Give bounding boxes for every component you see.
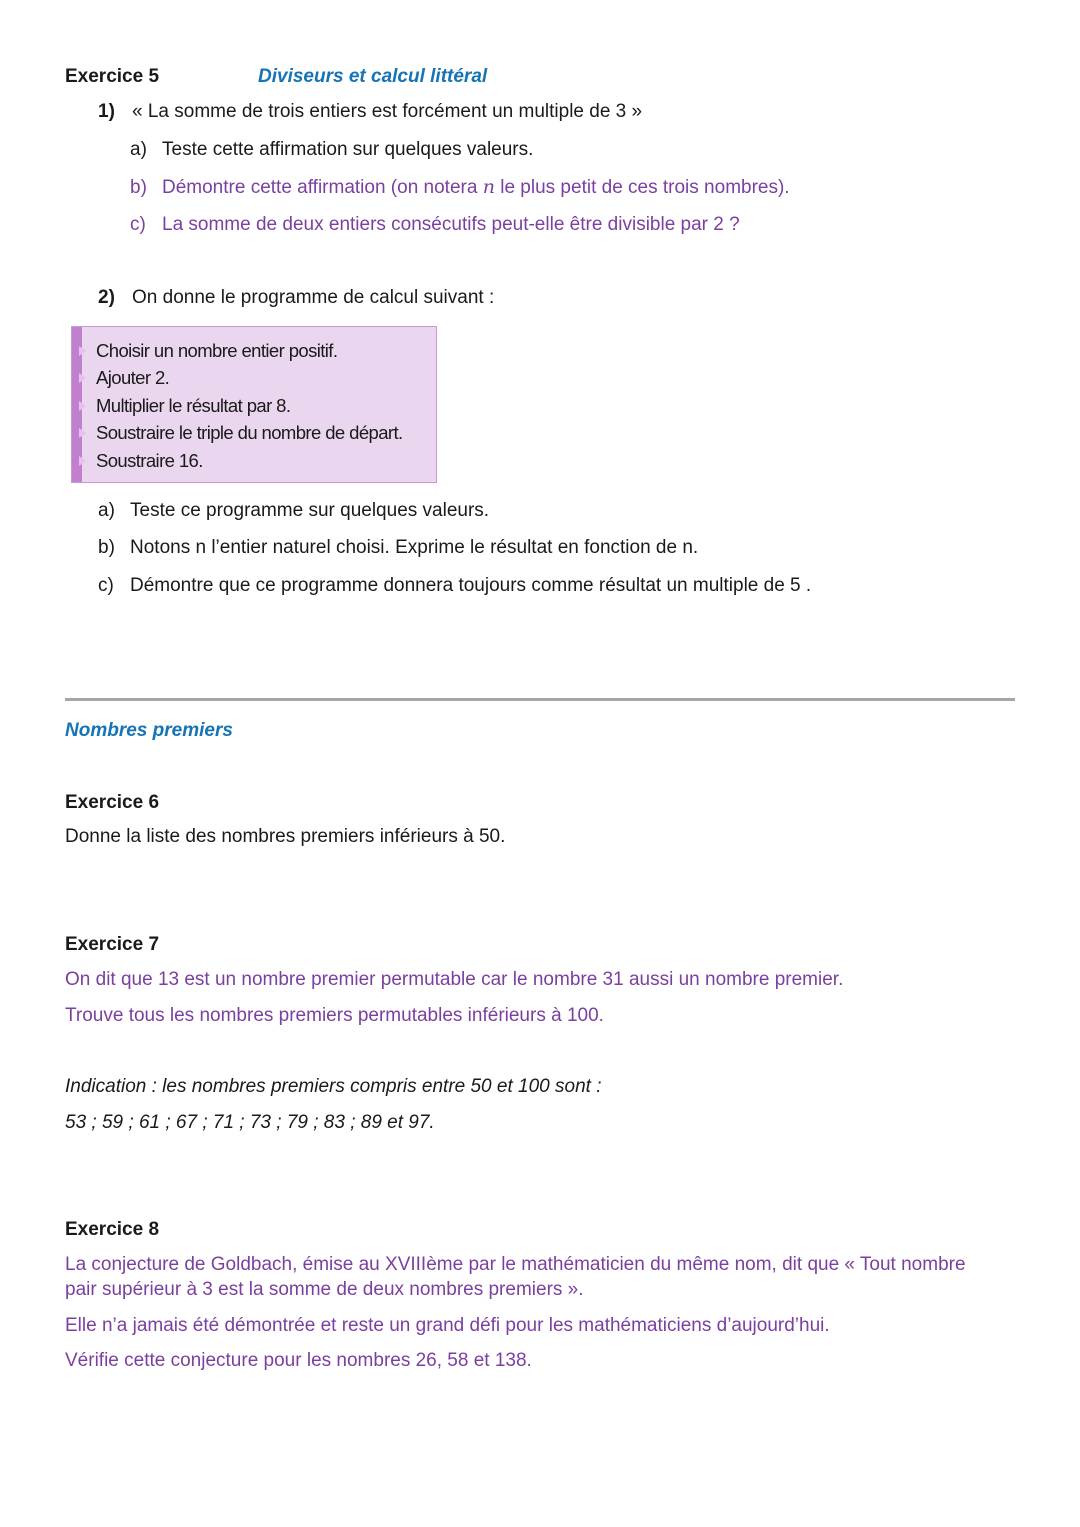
question-1c-label: c) (130, 214, 146, 235)
exercise-8-title: Exercice 8 (65, 1219, 160, 1240)
calculation-program-box (71, 326, 437, 483)
question-1b (130, 175, 790, 200)
exercise-5-title: Exercice 5 (65, 66, 160, 87)
arrow-bullet-icon (79, 428, 86, 438)
question-2a (98, 499, 489, 523)
exercise-8-line-1a: La conjecture de Goldbach, émise au XVIIIème par le mathématicien du même nom, dit que « Tout nombre (65, 1254, 966, 1275)
program-step: Multiplier le résultat par 8. (96, 395, 291, 416)
program-step: Choisir un nombre entier positif. (96, 340, 338, 361)
exercise-8-line-3: Vérifie cette conjecture pour les nombres 26, 58 et 138. (65, 1350, 532, 1371)
variable-n: n (482, 176, 495, 198)
exercise-7-title: Exercice 7 (65, 934, 160, 955)
question-2-number: 2) (98, 287, 115, 308)
question-1-text: « La somme de trois entiers est forcément un multiple de 3 » (132, 101, 643, 122)
program-step: Soustraire 16. (96, 450, 203, 471)
section-title: Nombres premiers (65, 720, 233, 741)
question-2b (98, 536, 698, 560)
exercise-6-text: Donne la liste des nombres premiers inférieurs à 50. (65, 826, 506, 847)
question-1b-label: b) (130, 177, 147, 198)
arrow-bullet-icon (79, 456, 86, 466)
question-2b-label: b) (98, 537, 115, 558)
question-1a-label: a) (130, 139, 147, 160)
question-1a-text: Teste cette affirmation sur quelques valeurs. (162, 139, 534, 160)
question-1b-text-post: le plus petit de ces trois nombres). (500, 177, 790, 198)
question-1 (98, 100, 642, 124)
question-1-number: 1) (98, 101, 115, 122)
question-2c (98, 574, 811, 598)
question-2 (98, 286, 494, 310)
arrow-bullet-icon (79, 373, 86, 383)
exercise-7-line-1: On dit que 13 est un nombre premier permutable car le nombre 31 aussi un nombre premier. (65, 969, 844, 990)
question-2a-label: a) (98, 500, 115, 521)
exercise-7-prime-list: 53 ; 59 ; 61 ; 67 ; 71 ; 73 ; 79 ; 83 ; 89 et 97. (65, 1112, 435, 1133)
arrow-bullet-icon (79, 346, 86, 356)
exercise-7-hint: Indication : les nombres premiers compris entre 50 et 100 sont : (65, 1076, 602, 1097)
exercise-6-title: Exercice 6 (65, 792, 160, 813)
program-step: Soustraire le triple du nombre de départ. (96, 422, 403, 443)
question-2b-text: Notons n l’entier naturel choisi. Exprime le résultat en fonction de n. (130, 537, 699, 558)
exercise-7-line-2: Trouve tous les nombres premiers permutables inférieurs à 100. (65, 1005, 604, 1026)
question-2c-text: Démontre que ce programme donnera toujours comme résultat un multiple de 5 . (130, 575, 812, 596)
question-2-text: On donne le programme de calcul suivant : (132, 287, 495, 308)
question-2c-label: c) (98, 575, 114, 596)
question-1c (130, 213, 740, 237)
exercise-8-line-2: Elle n’a jamais été démontrée et reste un grand défi pour les mathématiciens d’aujourd’hui. (65, 1315, 830, 1336)
question-2a-text: Teste ce programme sur quelques valeurs. (130, 500, 490, 521)
program-step: Ajouter 2. (96, 367, 170, 388)
question-1c-text: La somme de deux entiers consécutifs peut-elle être divisible par 2 ? (162, 214, 740, 235)
section-divider (65, 698, 1015, 701)
question-1b-text-pre: Démontre cette affirmation (on notera (162, 177, 478, 198)
exercise-8-line-1b: pair supérieur à 3 est la somme de deux nombres premiers ». (65, 1279, 584, 1300)
arrow-bullet-icon (79, 401, 86, 411)
question-1a (130, 138, 533, 162)
exercise-5-subtitle: Diviseurs et calcul littéral (258, 66, 488, 87)
